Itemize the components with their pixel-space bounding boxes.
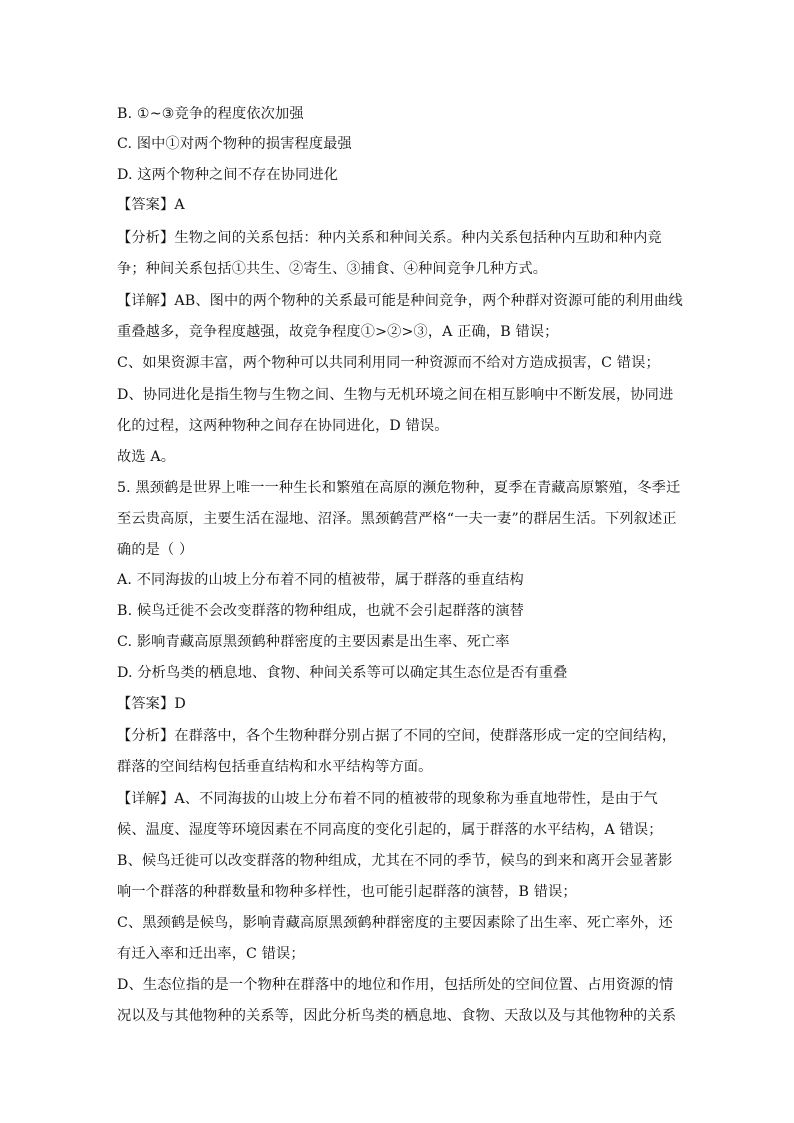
explanation-line: 响一个群落的种群数量和物种多样性，也可能引起群落的演替，B 错误； — [117, 884, 577, 900]
explanation-line: D、生态位指的是一个物种在群落中的地位和作用，包括所处的空间位置、占用资源的情 — [117, 977, 674, 993]
option-c-line: C. 图中①对两个物种的损害程度最强 — [117, 136, 352, 152]
explanation-line: 【详解】A、不同海拔的山坡上分布着不同的植被带的现象称为垂直地带性，是由于气 — [117, 791, 658, 807]
analysis-line: 争；种间关系包括①共生、②寄生、③捕食、④种间竞争几种方式。 — [117, 261, 548, 277]
explanation-line: 化的过程，这两种物种之间存在协同进化，D 错误。 — [117, 418, 449, 434]
question-stem-line: 至云贵高原，主要生活在湿地、沼泽。黑颈鹤营严格“一夫一妻”的群居生活。下列叙述正 — [117, 511, 677, 527]
option-c-line: C. 影响青藏高原黑颈鹤种群密度的主要因素是出生率、死亡率 — [117, 634, 510, 650]
explanation-line: 况以及与其他物种的关系等，因此分析鸟类的栖息地、食物、天敌以及与其他物种的关系 — [117, 1008, 677, 1024]
choice-line: 故选 A。 — [117, 449, 176, 465]
option-d-line: D. 这两个物种之间不存在协同进化 — [117, 167, 339, 183]
explanation-line: 【详解】AB、图中的两个物种的关系最可能是种间竞争，两个种群对资源可能的利用曲线 — [117, 293, 683, 309]
analysis-line: 群落的空间结构包括垂直结构和水平结构等方面。 — [117, 759, 433, 775]
question-stem-line: 确的是（ ） — [117, 542, 194, 558]
explanation-line: D、协同进化是指生物与生物之间、生物与无机环境之间在相互影响中不断发展，协同进 — [117, 387, 674, 403]
answer-line: 【答案】A — [117, 197, 185, 213]
question-stem-line: 5. 黑颈鹤是世界上唯一一种生长和繁殖在高原的濒危物种，夏季在青藏高原繁殖，冬季迁 — [117, 480, 681, 496]
analysis-line: 【分析】在群落中，各个生物种群分别占据了不同的空间，使群落形成一定的空间结构， — [117, 728, 677, 744]
explanation-line: B、候鸟迁徙可以改变群落的物种组成，尤其在不同的季节，候鸟的到来和离开会显著影 — [117, 853, 673, 869]
option-b-line: B. ①~③竞争的程度依次加强 — [117, 106, 304, 122]
explanation-line: 候、温度、湿度等环境因素在不同高度的变化引起的，属于群落的水平结构，A 错误； — [117, 822, 663, 838]
analysis-line: 【分析】生物之间的关系包括：种内关系和种间关系。种内关系包括种内互助和种内竞 — [117, 230, 662, 246]
explanation-line: C、如果资源丰富，两个物种可以共同利用同一种资源而不给对方造成损害，C 错误； — [117, 355, 660, 371]
option-d-line: D. 分析鸟类的栖息地、食物、种间关系等可以确定其生态位是否有重叠 — [117, 665, 568, 681]
explanation-line: 重叠越多，竞争程度越强，故竞争程度①>②>③，A 正确，B 错误； — [117, 324, 559, 340]
answer-line: 【答案】D — [117, 696, 186, 712]
option-a-line: A. 不同海拔的山坡上分布着不同的植被带，属于群落的垂直结构 — [117, 572, 524, 588]
explanation-line: 有迁入率和迁出率，C 错误； — [117, 946, 305, 962]
explanation-line: C、黑颈鹤是候鸟，影响青藏高原黑颈鹤种群密度的主要因素除了出生率、死亡率外，还 — [117, 915, 673, 931]
option-b-line: B. 候鸟迁徙不会改变群落的物种组成，也就不会引起群落的演替 — [117, 603, 525, 619]
